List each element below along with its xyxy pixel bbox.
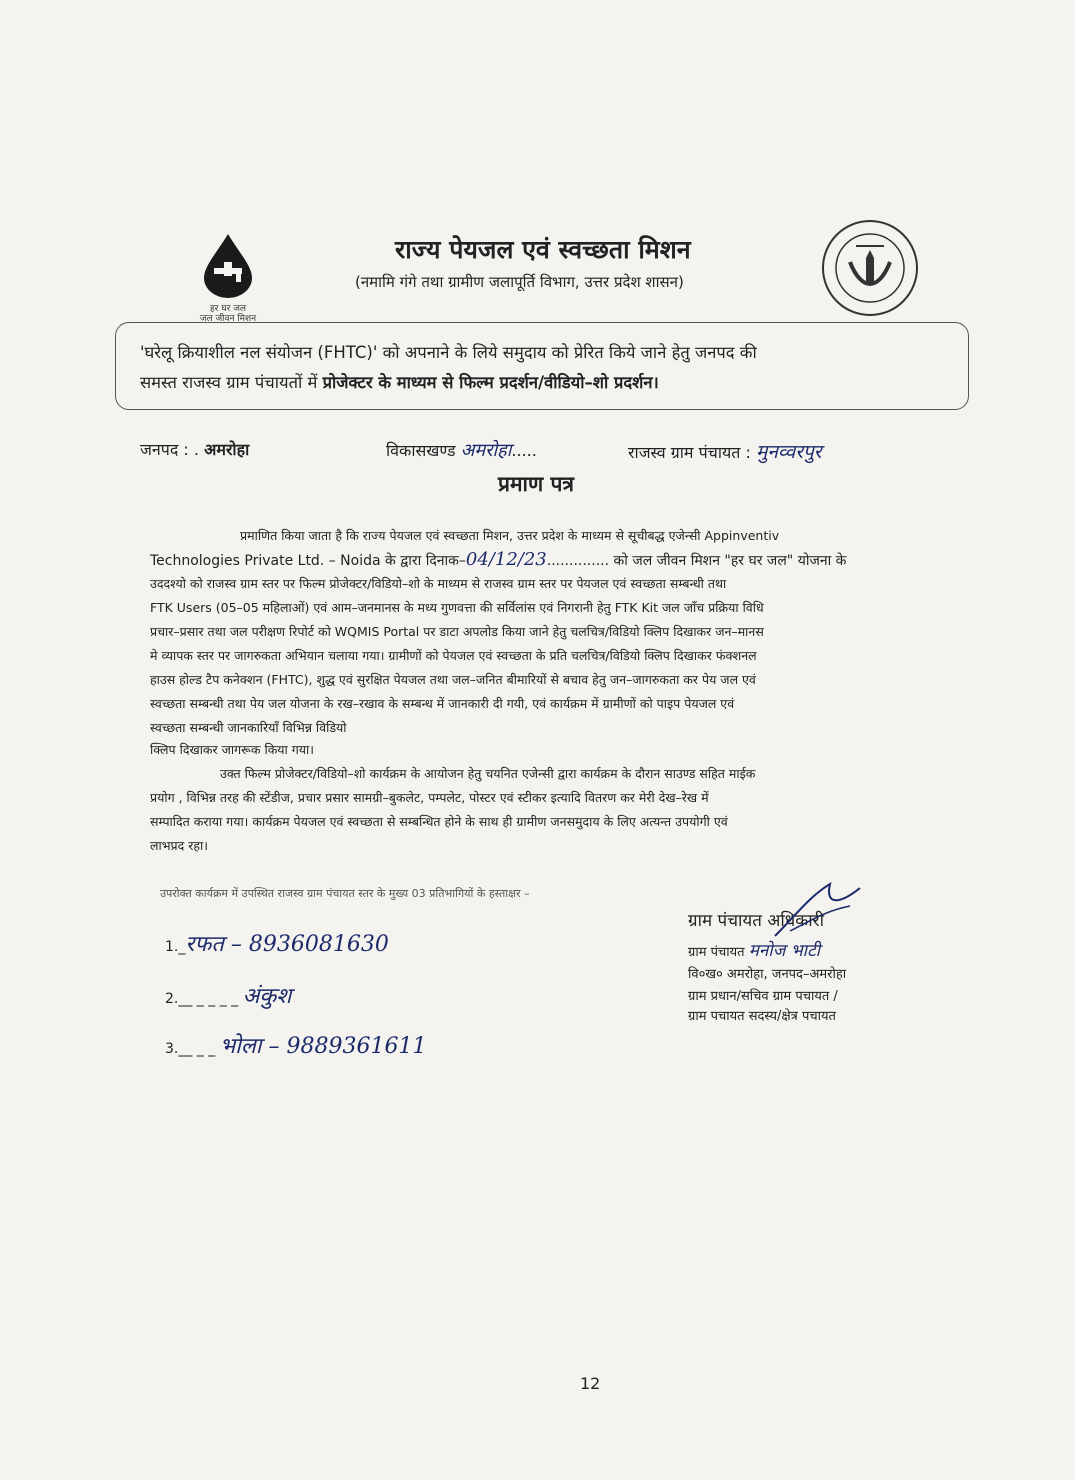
- signatory-line-4: ग्राम प्रधान/सचिव ग्राम पचायत /: [688, 989, 838, 1004]
- body-line-6: मे व्यापक स्तर पर जागरुकता अभियान चलाया गया। ग्रामीणों को पेयजल एवं स्वच्छता के प्रति चलचित्र/विडियो क्लिप दिखाकर फंक्शनल: [150, 648, 757, 663]
- topic-line-2-bold: प्रोजेक्टर के माध्यम से फिल्म प्रदर्शन/वीडियो–शो प्रदर्शन।: [322, 373, 659, 392]
- water-drop-icon: [178, 230, 278, 300]
- body-line-5: प्रचार–प्रसार तथा जल परीक्षण रिपोर्ट को WQMIS Portal पर डाटा अपलोड किया जाने हेतु चलचित्र/विडियो क्लिप दिखाकर जन–मानस: [150, 624, 764, 639]
- district-field: [140, 438, 249, 460]
- participants-note: उपरोक्त कार्यक्रम में उपस्थित राजस्व ग्राम पंचायत स्तर के मुख्य 03 प्रतिभागियों के हस्ताक्षर –: [160, 887, 530, 900]
- body-line-2-end: को जल जीवन मिशन "हर घर जल" योजना के: [609, 553, 847, 569]
- block-label: विकासखण्ड: [386, 441, 456, 460]
- topic-text: [140, 338, 955, 398]
- page-title: राज्य पेयजल एवं स्वच्छता मिशन: [395, 235, 691, 264]
- signatory-line-2-label: ग्राम पंचायत: [688, 945, 745, 960]
- panchayat-field: [628, 438, 822, 464]
- seal-icon: [820, 218, 920, 318]
- body-line-4: FTK Users (05–05 महिलाओं) एवं आम–जनमानस के मध्य गुणवत्ता की सर्विलांस एवं निगरानी हेतु FTK Kit जल जाँच प्रक्रिया विधि: [150, 600, 764, 615]
- body-line-2-start: Technologies Private Ltd. – Noida के द्वारा दिनाक–: [150, 553, 466, 569]
- signature-stroke-icon: [770, 876, 870, 946]
- topic-line-1: 'घरेलू क्रियाशील नल संयोजन (FHTC)' को अपनाने के लिये समुदाय को प्रेरित किये जाने हेतु जनपद की: [140, 343, 757, 362]
- participant-3-number: 3._: [165, 1041, 186, 1057]
- body-line-10: क्लिप दिखाकर जागरूक किया गया।: [150, 742, 315, 757]
- certificate-heading: प्रमाण पत्र: [498, 472, 574, 496]
- up-government-emblem: [820, 218, 920, 318]
- signatory-title: ग्राम पंचायत अधिकारी: [688, 911, 825, 931]
- participant-2-number: 2._: [165, 991, 186, 1007]
- participant-2-signature: अंकुश: [242, 984, 292, 1009]
- participant-3: 3.__ _ _ भोला – 9889361611: [165, 1034, 427, 1059]
- signatory-name: मनोज भाटी: [748, 941, 821, 961]
- participant-1-signature: रफत – 8936081630: [185, 932, 389, 957]
- program-date: 04/12/23: [465, 549, 547, 570]
- block-value: अमरोहा: [460, 440, 512, 461]
- topic-line-2-start: समस्त राजस्व ग्राम पंचायतों में: [140, 373, 323, 392]
- body-line-3: उददश्यो को राजस्व ग्राम स्तर पर फिल्म प्रोजेक्टर/विडियो–शो के माध्यम से राजस्व ग्राम स्तर पर पेयजल एवं स्वच्छता सम्बन्धी तथा: [150, 576, 727, 591]
- logo-caption-2: जल जीवन मिशन: [199, 314, 257, 324]
- page-number: 12: [580, 1374, 601, 1393]
- participant-1-number: 1._: [165, 939, 186, 955]
- participant-2: 2.__ _ _ _ _ अंकुश: [165, 984, 292, 1009]
- body-line-13: सम्पादित कराया गया। कार्यक्रम पेयजल एवं स्वच्छता से सम्बन्धित होने के साथ ही ग्रामीण जनसमुदाय के लिए अत्यन्त उपयोगी एवं: [150, 814, 728, 829]
- body-line-1: प्रमाणित किया जाता है कि राज्य पेयजल एवं स्वच्छता मिशन, उत्तर प्रदेश के माध्यम से सूचीबद्ध एजेन्सी Appinventiv: [240, 528, 780, 543]
- body-line-12: प्रयोग , विभिन्न तरह की स्टेंडीज, प्रचार प्रसार सामग्री–बुकलेट, पम्पलेट, पोस्टर एवं स्टीकर इत्यादि वितरण कर मेरी देख–रेख में: [150, 790, 709, 805]
- body-line-11: उक्त फिल्म प्रोजेक्टर/विडियो–शो कार्यक्रम के आयोजन हेतु चयनित एजेन्सी द्वारा कार्यक्रम के दौरान साउण्ड सहित माईक: [220, 766, 756, 781]
- page-subtitle: (नमामि गंगे तथा ग्रामीण जलापूर्ति विभाग, उत्तर प्रदेश शासन): [355, 273, 684, 291]
- body-line-14: लाभप्रद रहा।: [150, 838, 208, 853]
- district-label: जनपद : .: [140, 440, 199, 459]
- signatory-line-5: ग्राम पचायत सदस्य/क्षेत्र पचायत: [688, 1009, 836, 1024]
- participant-3-signature: भोला – 9889361611: [219, 1034, 427, 1059]
- logo-caption-1: हर घर जल: [210, 304, 246, 314]
- participant-1: [165, 928, 389, 958]
- block-field: विकासखण्ड अमरोहा.....: [386, 440, 537, 461]
- panchayat-label: राजस्व ग्राम पंचायत :: [628, 443, 751, 462]
- body-line-7: हाउस होल्ड टैप कनेक्शन (FHTC), शुद्ध एवं सुरक्षित पेयजल तथा जल–जनित बीमारियों से बचाव हेतु जन–जागरुकता कर पेय जल एवं: [150, 672, 756, 687]
- signatory-line-3: वि०ख० अमरोहा, जनपद–अमरोहा: [688, 967, 847, 982]
- har-ghar-jal-logo: [178, 230, 278, 330]
- panchayat-value: मुनव्वरपुर: [755, 441, 822, 463]
- body-line-9: स्वच्छता सम्बन्धी जानकारियाँ विभिन्न विडियो: [150, 720, 347, 735]
- body-line-2: Technologies Private Ltd. – Noida के द्वारा दिनाक–04/12/23.............. को जल जीवन मिशन "हर घर जल" योजना के: [150, 549, 847, 570]
- district-value: अमरोहा: [204, 440, 250, 459]
- topic-line-2: [140, 368, 955, 398]
- body-line-8: स्वच्छता सम्बन्धी तथा पेय जल योजना के रख–रखाव के सम्बन्ध में जानकारी दी गयी, एवं कार्यक्रम में ग्रामीणों को पाइप पेयजल एवं: [150, 696, 735, 711]
